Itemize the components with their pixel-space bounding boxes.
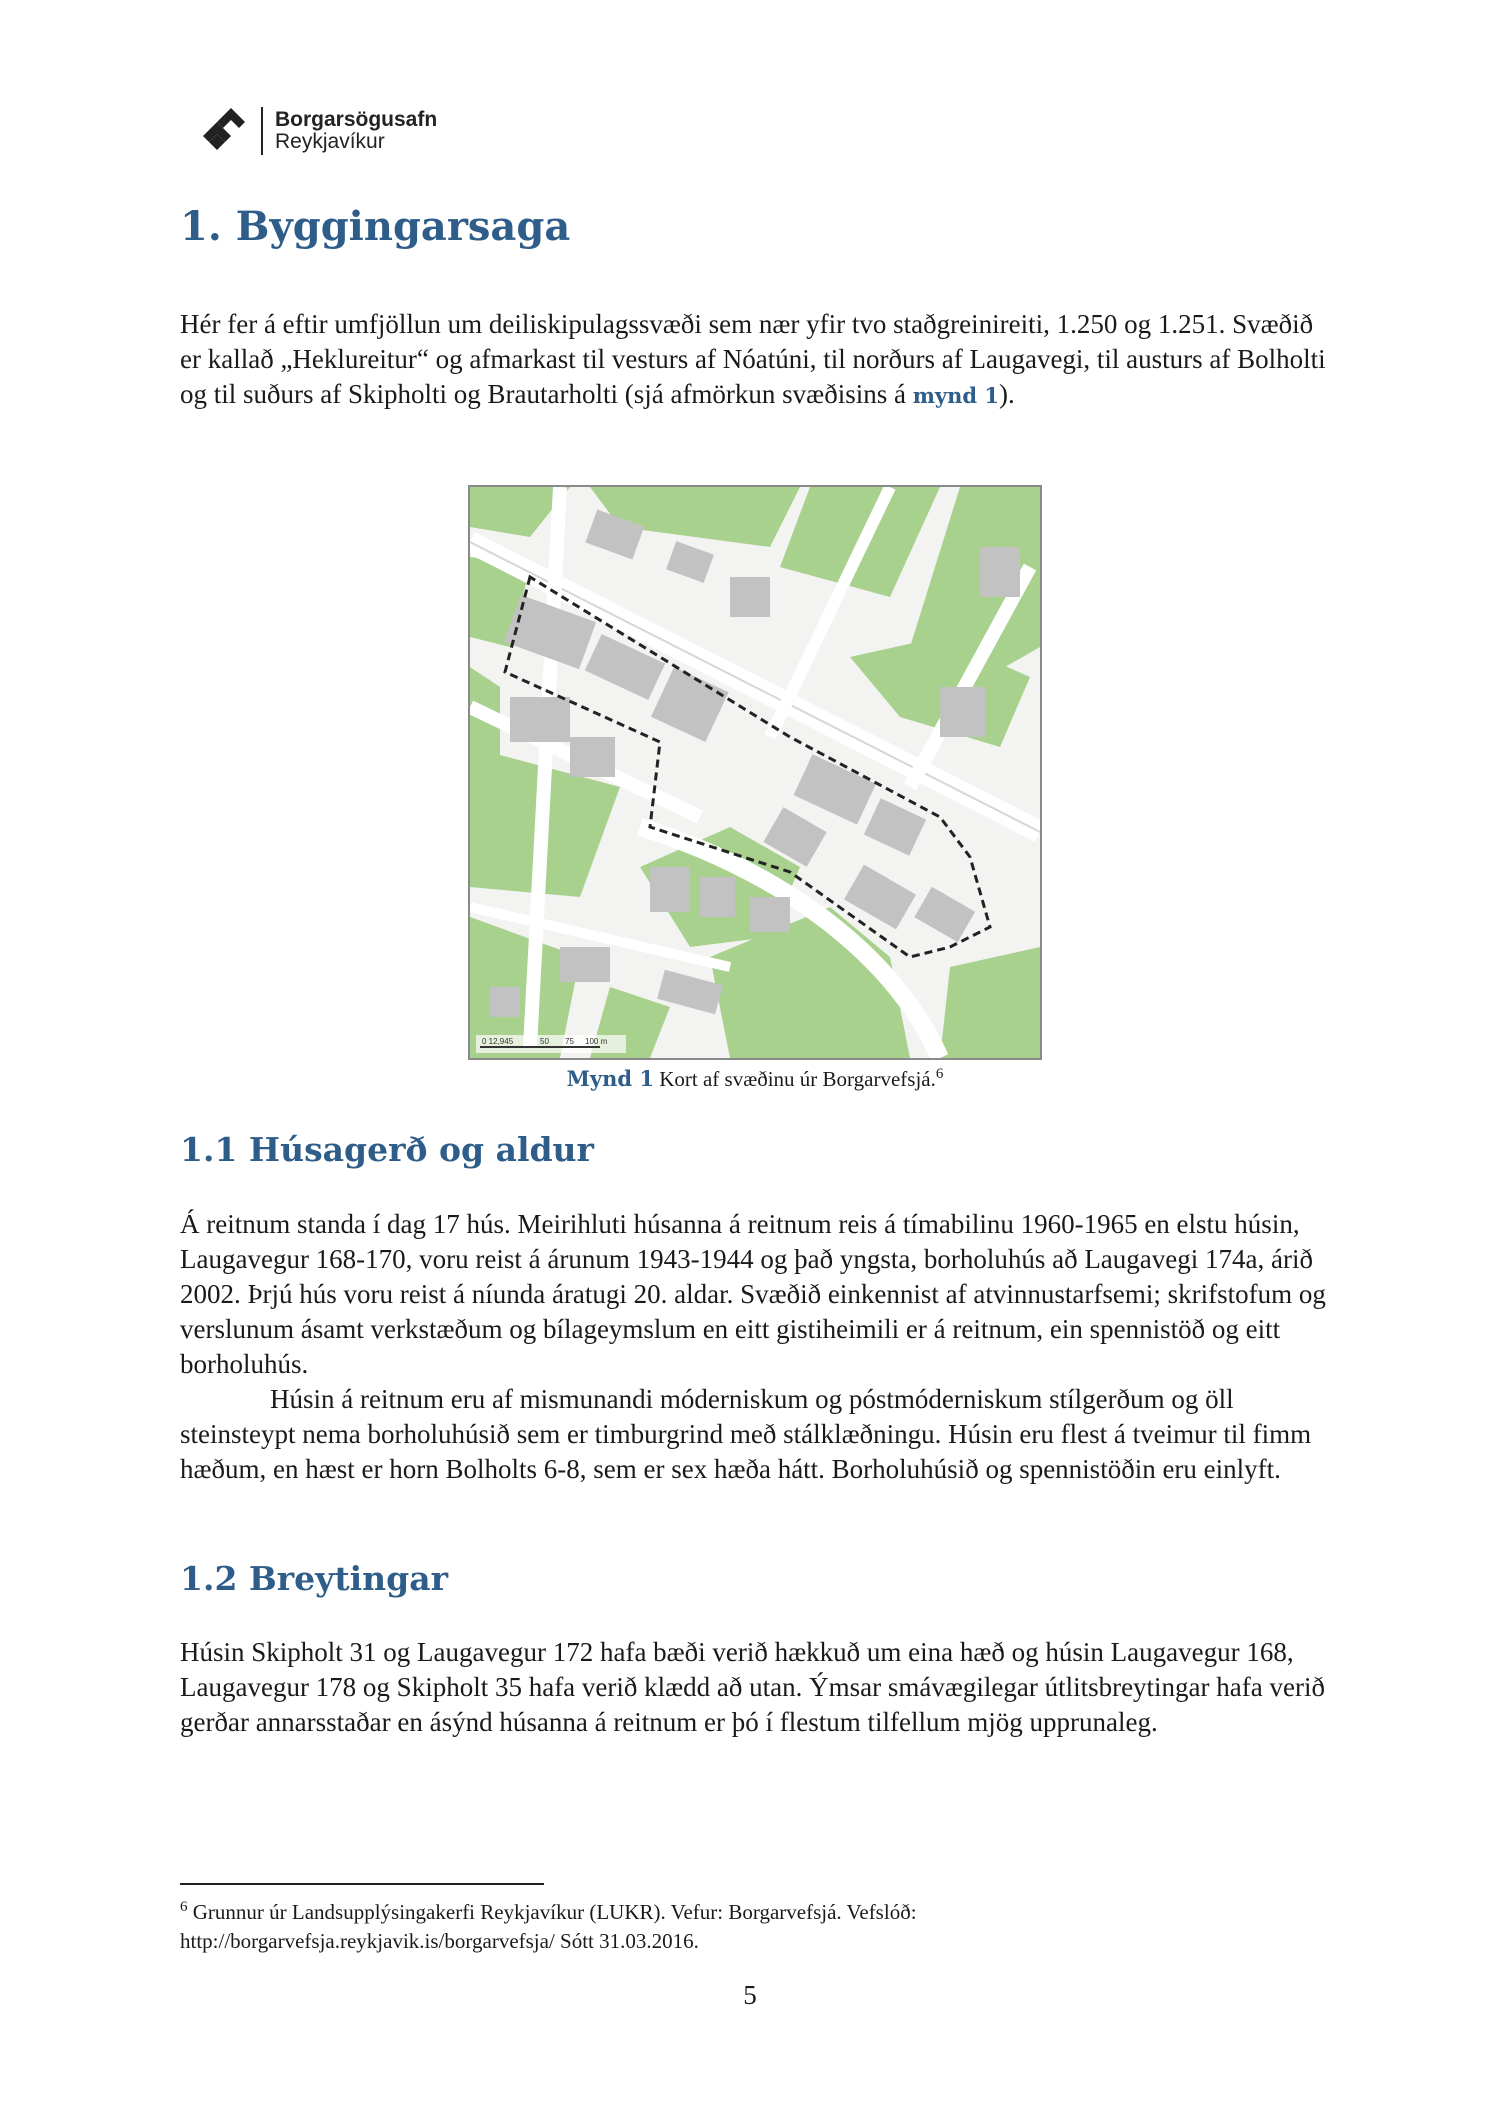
footnote xyxy=(180,1898,1330,1956)
section-heading-byggingarsaga: 1. Byggingarsaga xyxy=(180,203,571,250)
caption-text: Kort af svæðinu úr Borgarvefsjá. xyxy=(659,1067,936,1091)
paragraph-breytingar: Húsin Skipholt 31 og Laugavegur 172 hafa bæði verið hækkuð um eina hæð og húsin Laugavegur 168, Laugavegur 178 og Skipholt 35 hafa verið klædd að utan. Ýmsar smávægilegar útlitsbreytingar hafa verið gerðar annarsstaðar en ásýnd húsanna á reitnum er þó í flestum tilfellum mjög upprunaleg. xyxy=(180,1637,1325,1737)
caption-footnote-mark[interactable]: 6 xyxy=(935,1066,944,1082)
intro-paragraph xyxy=(180,307,1330,413)
logo-divider xyxy=(261,107,263,155)
footnote-mark: 6 xyxy=(180,1899,188,1915)
area-map-figure xyxy=(468,485,1042,1060)
scale-label-0: 0 12,945 xyxy=(482,1037,514,1046)
logo-mark-icon xyxy=(195,106,253,156)
footnote-line-1: Grunnur úr Landsupplýsingakerfi Reykjavíkur (LUKR). Vefur: Borgarvefsjá. Vefslóð: xyxy=(187,1900,917,1924)
scale-label-3: 100 m xyxy=(585,1037,608,1046)
footnote-divider xyxy=(180,1883,544,1885)
section-heading-husagerd: 1.1 Húsagerð og aldur xyxy=(180,1130,594,1169)
section-heading-breytingar: 1.2 Breytingar xyxy=(180,1559,448,1598)
scale-label-2: 75 xyxy=(565,1037,574,1046)
intro-end: ). xyxy=(999,379,1015,409)
logo-name: Borgarsögusafn xyxy=(275,107,438,131)
museum-logo xyxy=(195,103,437,159)
paragraph-husagerd-2 xyxy=(180,1382,1330,1487)
scale-label-1: 50 xyxy=(540,1037,549,1046)
caption-label: Mynd 1 xyxy=(566,1066,654,1091)
footnote-url[interactable]: http://borgarvefsja.reykjavik.is/borgarvefsja/ Sótt 31.03.2016. xyxy=(180,1929,699,1953)
map-image xyxy=(470,487,1040,1058)
paragraph-husagerd-1: Á reitnum standa í dag 17 hús. Meirihluti húsanna á reitnum reis á tímabilinu 1960-1965 en elstu húsin, Laugavegur 168-170, voru reist á árunum 1943-1944 og það yngsta, borholuhús að Laugavegi 174a, árið 2002. Þrjú hús voru reist á níunda áratugi 20. aldar. Svæðið einkennist af atvinnustarfsemi; skrifstofum og verslunum ásamt verkstæðum og bílageymslum en eitt gistiheimili er á reitnum, ein spennistöð og eitt borholuhús. xyxy=(180,1209,1326,1379)
figure-reference-link[interactable]: mynd 1 xyxy=(912,383,999,408)
page-number: 5 xyxy=(743,1980,757,2010)
paragraph-husagerd-2-text: Húsin á reitnum eru af mismunandi móderniskum og póstmóderniskum stílgerðum og öll steinsteypt nema borholuhúsið sem er timburgrind með stálklæðningu. Húsin eru flest á tveimur til fimm hæðum, en hæst er horn Bolholts 6-8, sem er sex hæða hátt. Borholuhúsið og spennistöðin eru einlyft. xyxy=(180,1384,1312,1484)
figure-caption xyxy=(468,1066,1042,1092)
logo-city: Reykjavíkur xyxy=(275,130,385,153)
intro-text: Hér fer á eftir umfjöllun um deiliskipulagssvæði sem nær yfir tvo staðgreinireiti, 1.250 og 1.251. Svæðið er kallað „Heklureitur“ og afmarkast til vesturs af Nóatúni, til norðurs af Laugavegi, til austurs af Bolholti og til suðurs af Skipholti og Brautarholti (sjá afmörkun svæðisins á xyxy=(180,309,1326,409)
